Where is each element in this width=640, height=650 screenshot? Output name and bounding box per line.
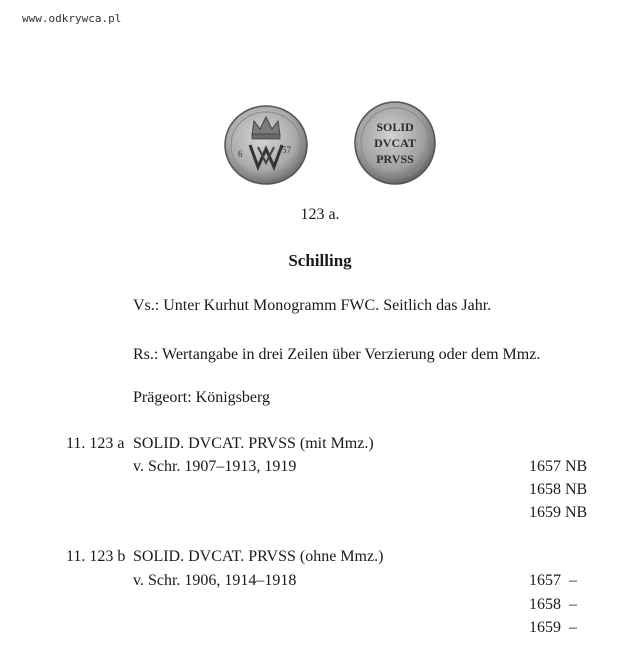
entry-legend: SOLID. DVCAT. PRVSS (mit Mmz.) — [133, 435, 374, 452]
reverse-description: Rs.: Wertangabe in drei Zeilen über Verzierung oder dem Mmz. — [133, 346, 541, 363]
entry-year: 1657 NB — [529, 458, 588, 475]
entry-legend: SOLID. DVCAT. PRVSS (ohne Mmz.) — [133, 548, 384, 565]
coin-obverse-year-right: 57 — [282, 145, 291, 155]
entry-year: 1659 – — [529, 619, 577, 636]
coin-reverse-line-3: PRVSS — [376, 152, 414, 166]
entry-year: 1657 – — [529, 572, 577, 589]
obverse-description: Vs.: Unter Kurhut Monogramm FWC. Seitlich das Jahr. — [133, 297, 492, 314]
coin-reverse-line-2: DVCAT — [374, 136, 416, 150]
coin-reverse-line-1: SOLID — [376, 120, 414, 134]
entry-year: 1658 NB — [529, 481, 588, 498]
catalog-number: 123 a. — [300, 206, 340, 223]
entry-references: v. Schr. 1907–1913, 1919 — [133, 458, 297, 475]
coin-reverse-legend-icon — [354, 101, 436, 185]
mint-description: Prägeort: Königsberg — [133, 389, 271, 406]
entry-id: 11. 123 a — [66, 435, 125, 452]
coin-obverse-monogram-icon — [224, 105, 308, 185]
page-title: Schilling — [288, 251, 352, 270]
entry-year: 1658 – — [529, 596, 577, 613]
entry-references: v. Schr. 1906, 1914–1918 — [133, 572, 297, 589]
entry-year: 1659 NB — [529, 504, 588, 521]
watermark: www.odkrywca.pl — [22, 12, 122, 25]
coin-obverse-year-left: 6 — [238, 149, 243, 159]
entry-id: 11. 123 b — [66, 548, 126, 565]
